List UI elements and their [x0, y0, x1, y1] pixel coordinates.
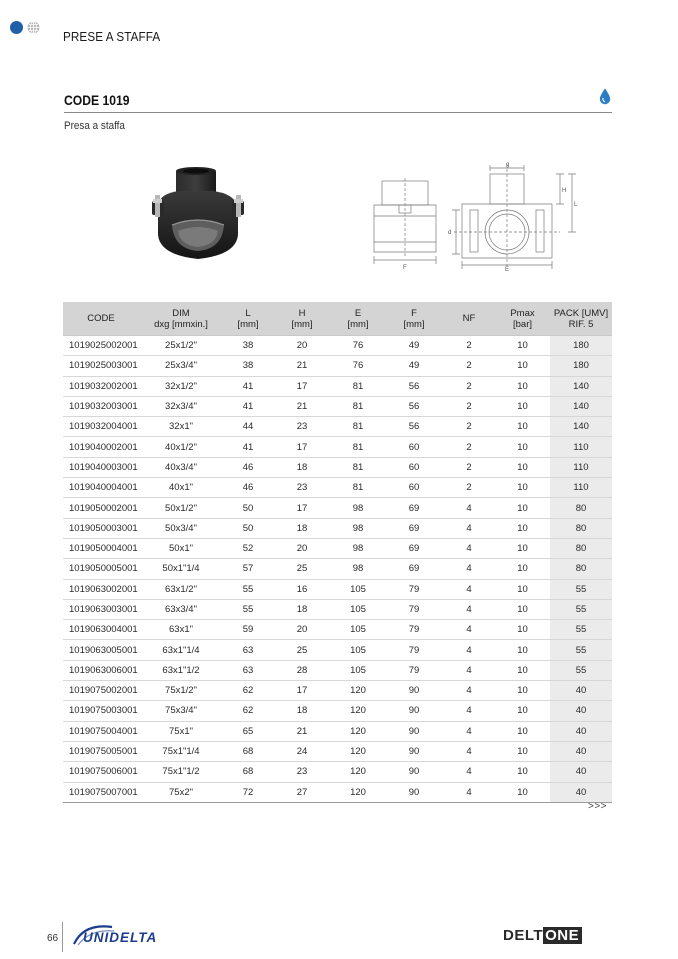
table-cell: 60	[385, 457, 443, 477]
column-header-label: L	[245, 307, 251, 319]
table-cell: 98	[331, 559, 385, 579]
table-cell: 1019075007001	[63, 782, 139, 802]
table-row	[63, 538, 612, 558]
table-cell: 140	[550, 396, 612, 416]
table-cell: 55	[223, 599, 273, 619]
dim-label-g: g	[506, 162, 510, 168]
table-cell: 80	[550, 559, 612, 579]
column-header	[495, 302, 550, 336]
title-divider	[64, 112, 612, 113]
column-header-label: DIM	[172, 307, 190, 319]
table-cell: 56	[385, 417, 443, 437]
table-cell: 44	[223, 417, 273, 437]
table-cell: 56	[385, 376, 443, 396]
table-cell: 90	[385, 681, 443, 701]
column-header-label: F	[411, 307, 417, 319]
table-cell: 49	[385, 336, 443, 356]
table-cell: 10	[495, 640, 550, 660]
table-row	[63, 336, 612, 356]
table-cell: 10	[495, 396, 550, 416]
table-cell: 79	[385, 660, 443, 680]
table-cell: 180	[550, 356, 612, 376]
table-cell: 23	[273, 762, 331, 782]
table-cell: 18	[273, 701, 331, 721]
table-cell: 75x1"	[139, 721, 223, 741]
table-cell: 55	[550, 579, 612, 599]
table-cell: 1019032003001	[63, 396, 139, 416]
table-cell: 21	[273, 396, 331, 416]
table-cell: 79	[385, 579, 443, 599]
table-cell: 1019063003001	[63, 599, 139, 619]
product-subtitle: Presa a staffa	[64, 120, 125, 132]
table-cell: 63x1"1/2	[139, 660, 223, 680]
dim-label-l: L	[574, 202, 578, 208]
table-cell: 4	[443, 721, 495, 741]
table-cell: 1019032002001	[63, 376, 139, 396]
table-cell: 32x1/2"	[139, 376, 223, 396]
table-row	[63, 376, 612, 396]
table-row	[63, 396, 612, 416]
table-cell: 69	[385, 498, 443, 518]
footer-divider	[62, 922, 63, 952]
unidelta-logo-text: UNIDELTA	[83, 930, 158, 945]
table-row	[63, 457, 612, 477]
dim-label-h: H	[562, 188, 567, 194]
table-cell: 17	[273, 681, 331, 701]
table-cell: 62	[223, 681, 273, 701]
table-cell: 23	[273, 478, 331, 498]
table-cell: 4	[443, 741, 495, 761]
column-header-label: CODE	[87, 313, 115, 324]
table-cell: 79	[385, 599, 443, 619]
table-cell: 4	[443, 538, 495, 558]
column-header	[139, 302, 223, 336]
table-cell: 2	[443, 478, 495, 498]
table-cell: 10	[495, 782, 550, 802]
table-cell: 105	[331, 599, 385, 619]
table-cell: 17	[273, 437, 331, 457]
table-cell: 10	[495, 417, 550, 437]
table-cell: 80	[550, 538, 612, 558]
column-header-unit: [mm]	[347, 318, 369, 330]
table-cell: 2	[443, 376, 495, 396]
table-cell: 55	[550, 640, 612, 660]
table-cell: 40x3/4"	[139, 457, 223, 477]
table-cell: 38	[223, 336, 273, 356]
table-cell: 40	[550, 741, 612, 761]
table-cell: 23	[273, 417, 331, 437]
table-cell: 59	[223, 620, 273, 640]
table-cell: 69	[385, 538, 443, 558]
table-cell: 50x3/4"	[139, 518, 223, 538]
table-cell: 1019063004001	[63, 620, 139, 640]
table-cell: 20	[273, 620, 331, 640]
table-row	[63, 660, 612, 680]
table-cell: 16	[273, 579, 331, 599]
table-cell: 10	[495, 579, 550, 599]
table-cell: 140	[550, 417, 612, 437]
table-cell: 4	[443, 620, 495, 640]
table-cell: 40x1/2"	[139, 437, 223, 457]
deltone-logo-part-a: DELT	[503, 927, 544, 944]
side-view-drawing	[370, 176, 440, 272]
table-cell: 21	[273, 356, 331, 376]
table-cell: 10	[495, 336, 550, 356]
table-cell: 1019075005001	[63, 741, 139, 761]
table-cell: 2	[443, 356, 495, 376]
table-cell: 25x1/2"	[139, 336, 223, 356]
column-header-label: NF	[462, 313, 476, 324]
table-row	[63, 478, 612, 498]
table-cell: 10	[495, 457, 550, 477]
table-cell: 75x1"1/2	[139, 762, 223, 782]
section-title: PRESE A STAFFA	[63, 29, 161, 44]
deltone-logo-part-b: ONE	[543, 927, 582, 944]
table-cell: 120	[331, 762, 385, 782]
table-cell: 10	[495, 498, 550, 518]
table-cell: 1019025002001	[63, 336, 139, 356]
table-cell: 105	[331, 640, 385, 660]
table-cell: 76	[331, 356, 385, 376]
table-cell: 55	[550, 620, 612, 640]
table-cell: 1019040004001	[63, 478, 139, 498]
table-cell: 2	[443, 396, 495, 416]
table-cell: 4	[443, 681, 495, 701]
column-header-unit: RIF. 5	[568, 318, 594, 330]
table-cell: 81	[331, 396, 385, 416]
table-cell: 46	[223, 457, 273, 477]
table-cell: 10	[495, 660, 550, 680]
table-cell: 4	[443, 701, 495, 721]
table-cell: 32x1"	[139, 417, 223, 437]
table-cell: 120	[331, 741, 385, 761]
table-row	[63, 579, 612, 599]
table-cell: 27	[273, 782, 331, 802]
table-cell: 69	[385, 559, 443, 579]
table-cell: 10	[495, 356, 550, 376]
table-cell: 75x2"	[139, 782, 223, 802]
table-cell: 10	[495, 681, 550, 701]
column-header-label: Pmax	[510, 307, 535, 319]
table-body	[63, 336, 612, 803]
section-view-drawing	[448, 160, 586, 272]
table-cell: 41	[223, 396, 273, 416]
table-cell: 2	[443, 457, 495, 477]
table-cell: 10	[495, 701, 550, 721]
table-cell: 105	[331, 660, 385, 680]
table-cell: 90	[385, 701, 443, 721]
continue-marker: >>>	[588, 801, 608, 812]
deltone-logo	[503, 927, 582, 944]
dim-label-e: E	[505, 267, 510, 272]
table-cell: 98	[331, 518, 385, 538]
table-row	[63, 498, 612, 518]
table-cell: 10	[495, 376, 550, 396]
table-cell: 50	[223, 498, 273, 518]
table-cell: 81	[331, 417, 385, 437]
page-number: 66	[47, 933, 59, 944]
table-cell: 4	[443, 660, 495, 680]
column-header	[550, 302, 612, 336]
table-cell: 10	[495, 559, 550, 579]
table-cell: 40	[550, 762, 612, 782]
product-table	[63, 302, 612, 803]
table-row	[63, 762, 612, 782]
table-cell: 80	[550, 518, 612, 538]
table-cell: 49	[385, 356, 443, 376]
table-cell: 1019075003001	[63, 701, 139, 721]
column-header	[273, 302, 331, 336]
table-cell: 1019050005001	[63, 559, 139, 579]
dim-label-f: F	[403, 265, 407, 271]
table-cell: 110	[550, 457, 612, 477]
table-cell: 81	[331, 376, 385, 396]
table-cell: 40	[550, 681, 612, 701]
column-header	[223, 302, 273, 336]
table-cell: 80	[550, 498, 612, 518]
table-cell: 40	[550, 782, 612, 802]
table-cell: 57	[223, 559, 273, 579]
table-cell: 10	[495, 437, 550, 457]
column-header	[63, 302, 139, 336]
table-cell: 50x1"1/4	[139, 559, 223, 579]
column-header	[331, 302, 385, 336]
table-cell: 69	[385, 518, 443, 538]
table-cell: 75x1/2"	[139, 681, 223, 701]
column-header	[385, 302, 443, 336]
table-cell: 63x1"1/4	[139, 640, 223, 660]
table-cell: 50	[223, 518, 273, 538]
table-cell: 79	[385, 620, 443, 640]
table-cell: 98	[331, 538, 385, 558]
table-cell: 4	[443, 579, 495, 599]
table-cell: 105	[331, 620, 385, 640]
table-cell: 120	[331, 721, 385, 741]
table-cell: 1019075006001	[63, 762, 139, 782]
table-cell: 1019063006001	[63, 660, 139, 680]
table-cell: 98	[331, 498, 385, 518]
table-cell: 81	[331, 478, 385, 498]
table-row	[63, 437, 612, 457]
table-cell: 18	[273, 457, 331, 477]
table-cell: 1019075002001	[63, 681, 139, 701]
table-cell: 120	[331, 701, 385, 721]
table-row	[63, 518, 612, 538]
table-cell: 1019050003001	[63, 518, 139, 538]
table-cell: 1019075004001	[63, 721, 139, 741]
column-header-unit: [bar]	[512, 318, 532, 330]
table-cell: 120	[331, 681, 385, 701]
table-cell: 76	[331, 336, 385, 356]
column-header-unit: dxg [mmxin.]	[154, 318, 208, 330]
table-cell: 10	[495, 721, 550, 741]
table-cell: 63	[223, 660, 273, 680]
table-cell: 50x1"	[139, 538, 223, 558]
table-row	[63, 417, 612, 437]
table-cell: 10	[495, 518, 550, 538]
table-cell: 4	[443, 518, 495, 538]
table-header-row	[63, 302, 612, 336]
table-cell: 10	[495, 762, 550, 782]
table-cell: 4	[443, 762, 495, 782]
table-cell: 180	[550, 336, 612, 356]
table-row	[63, 640, 612, 660]
table-cell: 1019040003001	[63, 457, 139, 477]
table-cell: 4	[443, 559, 495, 579]
table-cell: 65	[223, 721, 273, 741]
table-cell: 90	[385, 741, 443, 761]
table-cell: 10	[495, 599, 550, 619]
table-cell: 40	[550, 721, 612, 741]
table-cell: 68	[223, 762, 273, 782]
table-cell: 17	[273, 498, 331, 518]
table-cell: 81	[331, 437, 385, 457]
table-cell: 60	[385, 478, 443, 498]
table-cell: 60	[385, 437, 443, 457]
table-cell: 50x1/2"	[139, 498, 223, 518]
column-header-unit: [mm]	[237, 318, 259, 330]
table-cell: 38	[223, 356, 273, 376]
table-cell: 62	[223, 701, 273, 721]
table-cell: 10	[495, 538, 550, 558]
column-header	[443, 302, 495, 336]
table-cell: 1019040002001	[63, 437, 139, 457]
column-header-unit: [mm]	[403, 318, 425, 330]
table-cell: 63	[223, 640, 273, 660]
table-row	[63, 782, 612, 802]
table-row	[63, 721, 612, 741]
table-row	[63, 356, 612, 376]
table-cell: 68	[223, 741, 273, 761]
table-cell: 28	[273, 660, 331, 680]
table-cell: 32x3/4"	[139, 396, 223, 416]
blue-dot-icon	[10, 21, 23, 34]
table-row	[63, 681, 612, 701]
table-cell: 110	[550, 478, 612, 498]
table-cell: 4	[443, 498, 495, 518]
table-cell: 72	[223, 782, 273, 802]
table-cell: 18	[273, 518, 331, 538]
column-header-label: E	[354, 307, 362, 319]
table-cell: 56	[385, 396, 443, 416]
table-cell: 90	[385, 721, 443, 741]
table-cell: 2	[443, 336, 495, 356]
product-photo	[150, 165, 250, 267]
column-header-label: H	[298, 307, 306, 319]
table-cell: 1019025003001	[63, 356, 139, 376]
table-cell: 4	[443, 640, 495, 660]
table-cell: 2	[443, 437, 495, 457]
table-cell: 120	[331, 782, 385, 802]
table-cell: 55	[550, 660, 612, 680]
column-header-unit: [mm]	[291, 318, 313, 330]
table-cell: 20	[273, 336, 331, 356]
table-cell: 40x1"	[139, 478, 223, 498]
table-cell: 1019063005001	[63, 640, 139, 660]
table-cell: 90	[385, 782, 443, 802]
table-cell: 40	[550, 701, 612, 721]
table-cell: 41	[223, 437, 273, 457]
table-cell: 63x1/2"	[139, 579, 223, 599]
table-cell: 63x3/4"	[139, 599, 223, 619]
table-cell: 79	[385, 640, 443, 660]
table-cell: 24	[273, 741, 331, 761]
table-row	[63, 599, 612, 619]
table-cell: 105	[331, 579, 385, 599]
table-cell: 4	[443, 782, 495, 802]
water-drop-icon	[599, 88, 611, 105]
table-cell: 1019063002001	[63, 579, 139, 599]
table-cell: 55	[550, 599, 612, 619]
table-cell: 63x1"	[139, 620, 223, 640]
product-code-title: CODE 1019	[64, 93, 130, 108]
table-cell: 41	[223, 376, 273, 396]
table-cell: 4	[443, 599, 495, 619]
table-cell: 75x3/4"	[139, 701, 223, 721]
column-header-label: PACK [UMV]	[553, 307, 609, 319]
table-cell: 46	[223, 478, 273, 498]
table-cell: 10	[495, 478, 550, 498]
table-cell: 2	[443, 417, 495, 437]
table-cell: 20	[273, 538, 331, 558]
table-cell: 1019050002001	[63, 498, 139, 518]
table-cell: 52	[223, 538, 273, 558]
table-cell: 25x3/4"	[139, 356, 223, 376]
table-cell: 140	[550, 376, 612, 396]
table-cell: 18	[273, 599, 331, 619]
table-cell: 75x1"1/4	[139, 741, 223, 761]
table-cell: 55	[223, 579, 273, 599]
table-row	[63, 620, 612, 640]
table-cell: 1019050004001	[63, 538, 139, 558]
globe-icon	[27, 21, 40, 34]
table-cell: 81	[331, 457, 385, 477]
table-cell: 21	[273, 721, 331, 741]
table-cell: 25	[273, 640, 331, 660]
table-cell: 90	[385, 762, 443, 782]
table-row	[63, 741, 612, 761]
table-cell: 17	[273, 376, 331, 396]
table-cell: 110	[550, 437, 612, 457]
table-cell: 1019032004001	[63, 417, 139, 437]
table-cell: 10	[495, 620, 550, 640]
table-cell: 10	[495, 741, 550, 761]
table-cell: 25	[273, 559, 331, 579]
table-row	[63, 559, 612, 579]
table-row	[63, 701, 612, 721]
dim-label-d: d	[448, 230, 452, 236]
